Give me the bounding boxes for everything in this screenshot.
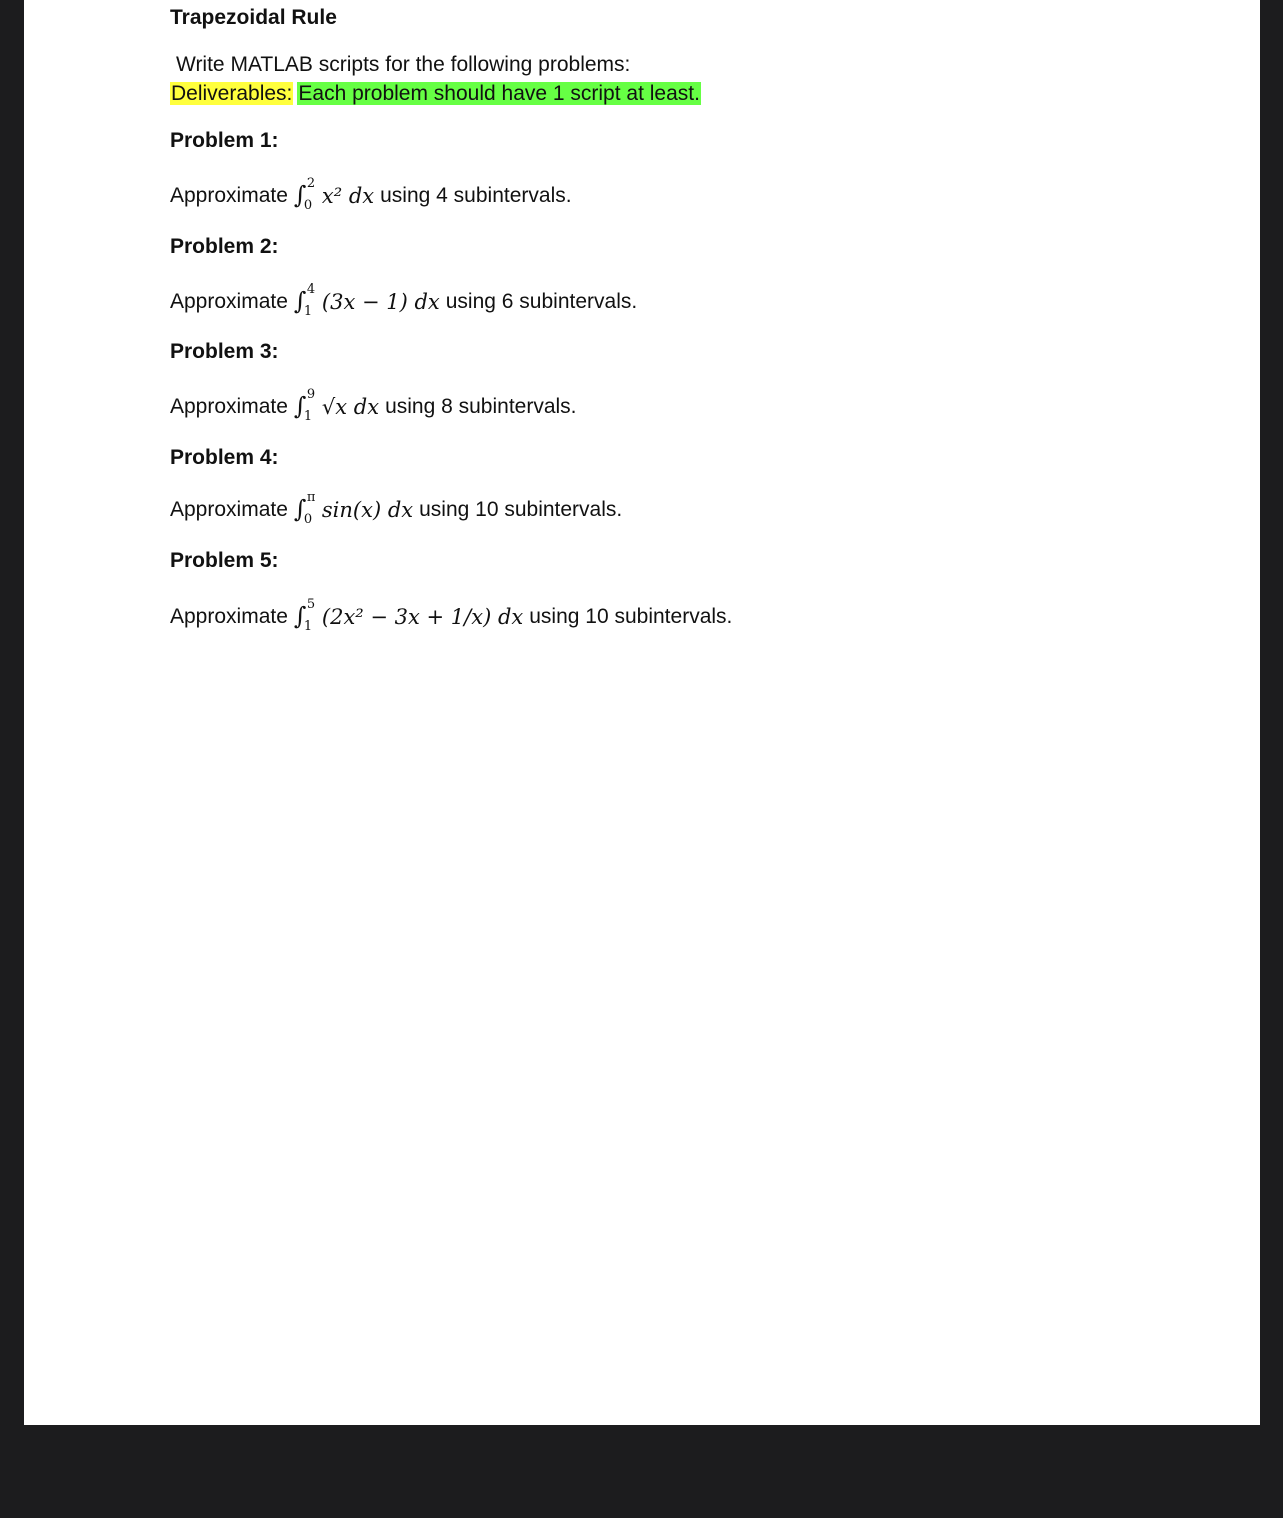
problem-2-lower-bound: 1: [303, 304, 313, 319]
problem-3-statement: [170, 387, 577, 427]
problem-1-lower-bound: 0: [303, 198, 313, 213]
deliverables-line: [170, 80, 701, 107]
problem-2-tail: using 6 subintervals.: [445, 290, 638, 313]
problem-3-integrand: √x dx: [321, 395, 380, 419]
integral-sign-icon: ∫ 2 0: [293, 176, 316, 213]
problem-4-statement: [170, 490, 622, 530]
deliverables-label: Deliverables:: [171, 82, 293, 105]
problem-1-integrand: x² dx: [321, 184, 375, 208]
integral-sign-icon: ∫ 4 1: [293, 282, 316, 319]
problem-2-upper-bound: 4: [306, 282, 316, 297]
problem-1-lead: Approximate: [170, 184, 288, 207]
problem-3-heading: Problem 3:: [170, 340, 279, 363]
problem-5-upper-bound: 5: [306, 597, 316, 612]
problem-2-lead: Approximate: [170, 290, 288, 313]
problem-4-lead: Approximate: [170, 498, 288, 521]
problem-5-heading: Problem 5:: [170, 549, 279, 572]
problem-5-formula: [294, 599, 523, 635]
problem-5-integrand: (2x² − 3x + 1/x) dx: [321, 605, 524, 629]
problem-2-heading: Problem 2:: [170, 235, 279, 258]
problem-3-formula: [294, 389, 379, 425]
problem-2-statement: [170, 282, 637, 322]
problem-3-tail: using 8 subintervals.: [385, 395, 577, 418]
problem-2-integrand: (3x − 1) dx: [321, 290, 440, 314]
problem-2-formula: [294, 284, 440, 320]
problem-5-lead: Approximate: [170, 605, 288, 628]
problem-4-integrand: sin(x) dx: [321, 498, 414, 522]
problem-1-statement: [170, 176, 572, 216]
document-title: Trapezoidal Rule: [170, 6, 337, 29]
problem-1-tail: using 4 subintervals.: [380, 184, 572, 207]
problem-5-statement: [170, 597, 732, 637]
integral-sign-icon: ∫ 5 1: [293, 597, 316, 634]
problem-4-heading: Problem 4:: [170, 446, 279, 469]
integral-sign-icon: ∫ π 0: [293, 490, 316, 527]
integral-sign-icon: ∫ 9 1: [293, 387, 316, 424]
problem-5-tail: using 10 subintervals.: [529, 605, 733, 628]
intro-text: Write MATLAB scripts for the following problems:: [176, 53, 631, 76]
deliverables-text: Each problem should have 1 script at least.: [298, 82, 700, 105]
problem-1-formula: [294, 178, 374, 214]
document-page: [24, 0, 1260, 1425]
problem-1-upper-bound: 2: [306, 176, 316, 191]
problem-5-lower-bound: 1: [303, 619, 313, 634]
problem-1-heading: Problem 1:: [170, 129, 279, 152]
problem-3-lead: Approximate: [170, 395, 288, 418]
problem-3-upper-bound: 9: [306, 387, 316, 402]
problem-4-upper-bound: π: [306, 490, 316, 505]
problem-4-lower-bound: 0: [303, 512, 313, 527]
problem-4-tail: using 10 subintervals.: [419, 498, 623, 521]
problem-3-lower-bound: 1: [303, 409, 313, 424]
problem-4-formula: [294, 492, 413, 528]
